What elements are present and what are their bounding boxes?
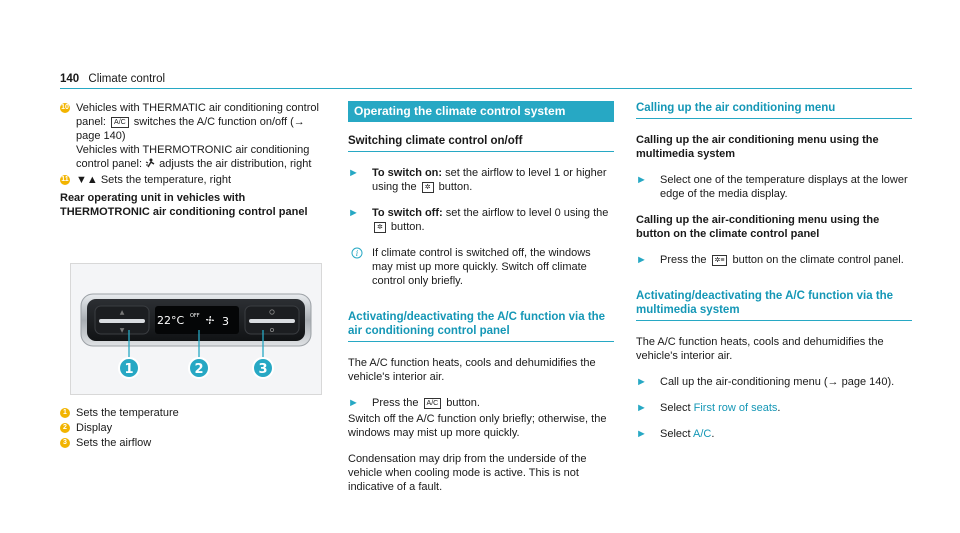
item11-text: Sets the temperature, right — [97, 174, 232, 186]
step-press-menu — [636, 253, 912, 267]
step-switch-on-text: set the airflow to level 1 or higher using the — [372, 167, 607, 193]
menu-via-multimedia-heading: Calling up the air conditioning menu using the multimedia system — [636, 134, 879, 160]
step-switch-on — [348, 166, 614, 194]
photo-callout-1: 1 — [124, 362, 134, 377]
airflow-distribution-icon — [145, 158, 156, 168]
ac-brief-note: Switch off the A/C function only briefly; otherwise, the windows may mist up more quickly. — [348, 413, 607, 439]
legend-badge-2: 2 — [60, 423, 70, 433]
arrow-right-icon: ► — [348, 397, 359, 409]
svg-text:▲: ▲ — [119, 309, 125, 316]
step-switch-off-label: To switch off: — [372, 207, 443, 219]
temperature-arrows-icon: ▼▲ — [76, 174, 98, 186]
legend-badge-1: 1 — [60, 408, 70, 418]
arrow-right-icon: ► — [636, 376, 647, 388]
display-off-label: OFF — [190, 313, 200, 319]
step-select-temperature — [636, 173, 912, 201]
menu-title: Calling up the air conditioning menu — [636, 101, 912, 119]
photo-callout-2: 2 — [194, 362, 204, 377]
section-name: Climate control — [88, 73, 166, 85]
condensation-note: Condensation may drip from the underside of the vehicle when cooling mode is active. This is not indicative of a fault. — [348, 453, 587, 493]
rear-unit-photo — [70, 263, 322, 395]
switching-subtitle: Switching climate control on/off — [348, 134, 614, 152]
item10-text-2b: adjusts the air distribution, right — [156, 158, 312, 170]
rear-unit-illustration — [71, 264, 321, 394]
fan-icon: ✲ — [374, 222, 386, 233]
callout-badge-10: 10 — [61, 104, 69, 111]
svg-text:i: i — [355, 249, 359, 258]
header-divider — [60, 88, 912, 89]
menu-via-button-heading: Calling up the air-conditioning menu using the button on the climate control panel — [636, 214, 880, 240]
page-header — [60, 73, 165, 85]
callout-badge-11: 11 — [61, 176, 69, 183]
step-select-seats — [636, 401, 912, 415]
legend-text-3: Sets the airflow — [76, 437, 152, 449]
step-select-ac — [636, 427, 912, 441]
arrow-right-icon: ► — [636, 402, 647, 414]
step-select-ac-pre: Select — [660, 428, 694, 440]
first-row-of-seats-link[interactable]: First row of seats — [693, 402, 778, 414]
arrow-right-icon: ► — [636, 174, 647, 186]
ac-multimedia-title: Activating/deactivating the A/C function via the multimedia system — [636, 289, 912, 321]
legend-item-1 — [60, 406, 328, 420]
ac-description: The A/C function heats, cools and dehumidifies the vehicle's interior air. — [348, 357, 596, 383]
ac-multimedia-description: The A/C function heats, cools and dehumidifies the vehicle's interior air. — [636, 336, 884, 362]
svg-text:▼: ▼ — [119, 327, 125, 334]
info-note — [348, 246, 614, 288]
step-call-up-menu — [636, 375, 912, 389]
arrow-right-icon: ► — [636, 428, 647, 440]
legend-text-1: Sets the temperature — [76, 407, 179, 419]
step-select-ac-post: . — [711, 428, 715, 440]
step-switch-on-end: button. — [435, 181, 473, 193]
ac-menu-link[interactable]: A/C — [693, 428, 712, 440]
step-press-menu-post: button on the climate control panel. — [729, 254, 904, 266]
step-select-seats-pre: Select — [660, 402, 694, 414]
rear-unit-heading: Rear operating unit in vehicles with THERMOTRONIC air conditioning control panel — [60, 192, 308, 218]
step-press-ac-post: button. — [443, 397, 480, 409]
item10-text-2a: Vehicles with THERMOTRONIC air conditioning control panel: — [76, 144, 310, 170]
fan-icon: ✲ — [422, 182, 434, 193]
step-switch-off — [348, 206, 614, 234]
arrow-right-icon: ► — [348, 207, 359, 219]
step-press-ac-pre: Press the — [372, 397, 422, 409]
ac-key-icon: A/C — [424, 398, 442, 409]
legend-item-3 — [60, 436, 328, 450]
step-switch-off-text: set the airflow to level 0 using the — [442, 207, 609, 219]
step-switch-on-label: To switch on: — [372, 167, 443, 179]
column-middle — [348, 101, 614, 506]
info-note-text: If climate control is switched off, the windows may mist up more quickly. Switch off climate control only briefly. — [372, 247, 591, 287]
step-select-seats-post: . — [777, 402, 781, 414]
photo-callout-3: 3 — [258, 362, 268, 377]
legend-badge-3: 3 — [60, 438, 70, 448]
column-right — [636, 101, 912, 453]
menu-button-icon: ✲≡ — [712, 255, 728, 266]
legend-text-2: Display — [76, 422, 113, 434]
ac-key-icon: A/C — [111, 117, 129, 128]
list-item-10 — [60, 101, 328, 171]
step-press-menu-pre: Press the — [660, 254, 710, 266]
display-temperature: 22°C — [157, 314, 185, 327]
item10-text-1a: Vehicles with THERMATIC air conditioning control panel: — [76, 102, 319, 128]
arrow-right-icon: ► — [348, 167, 359, 179]
ac-panel-title: Activating/deactivating the A/C function via the air conditioning control panel — [348, 310, 614, 342]
page-number: 140 — [60, 73, 80, 85]
item10-text-1b: switches the A/C function on/off (→ page 140) — [76, 116, 305, 142]
list-item-11 — [60, 173, 328, 187]
column-left — [60, 101, 328, 225]
info-icon — [348, 247, 366, 259]
photo-legend — [60, 406, 328, 451]
arrow-right-icon: ► — [636, 254, 647, 266]
section-title-bar: Operating the climate control system — [348, 101, 614, 122]
display-fan-level: 3 — [222, 315, 229, 328]
step-select-temperature-text: Select one of the temperature displays at the lower edge of the media display. — [660, 174, 908, 200]
step-switch-off-end: button. — [387, 221, 425, 233]
step-call-up-menu-text: Call up the air-conditioning menu (→ page 140). — [660, 376, 895, 388]
legend-item-2 — [60, 421, 328, 435]
step-press-ac — [348, 396, 614, 410]
